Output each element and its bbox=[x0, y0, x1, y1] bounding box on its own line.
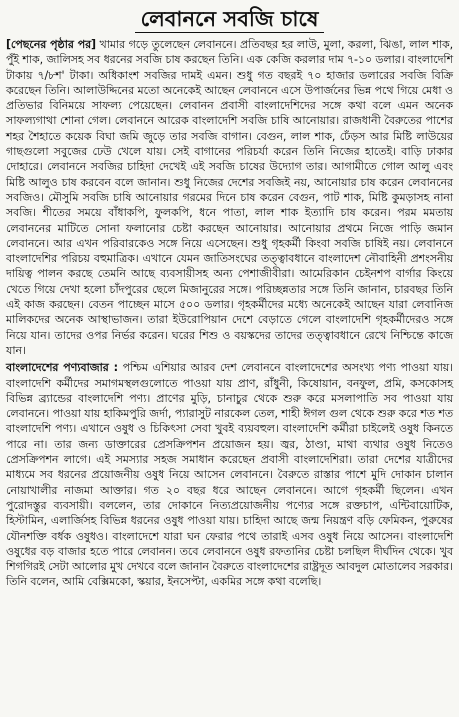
paragraph-2-text: পশ্চিম এশিয়ার আরব দেশ লেবাননে বাংলাদেশের অসংখ্য পণ্য পাওয়া যায়। বাংলাদেশি কর্মীদের সমাগমস্থলগুলোতে পাওয়া যায় প্রাণ, রাঁধুনী, কিষোয়ান, বনফুল, প্রমি, কসকোসহ বিভিন্ন ব্র্যান্ডের বাংলাদেশি পণ্য। প্রাণের মুড়ি, চানাচুর থেকে শুরু করে মসলাপাতি সব পাওয়া যায় লেবাননে। পাওয়া যায় হাকিমপুরি জর্দা, প্যারাসুট নারকেল তেল, শাহী ঈগল গুল থেকে শুরু করে শত শত বাংলাদেশি পণ্য। এখানে ওষুধ ও চিকিৎসা সেবা খুবই ব্যয়বহুল। বাংলাদেশি কর্মীরা চাইলেই ওষুধ কিনতে পারে না। তার জন্য ডাক্তারের প্রেসক্রিপশন প্রয়োজন হয়। জ্বর, ঠাণ্ডা, মাথা ব্যথার ওষুধ নিতেও প্রেসক্রিপশন লাগে। এই সমস্যার সহজ সমাধান করেছেন প্রবাসী বাংলাদেশিরা। তারা দেশের যাত্রীদের মাধ্যমে সব ধরনের প্রয়োজনীয় ওষুধ নিয়ে আসেন লেবাননে। বৈরুতে রাস্তার পাশে মুদি দোকান চালান নোয়াখালীর নাজমা আক্তার। গত ২০ বছর ধরে আছেন লেবাননে। আগে গৃহকর্মী ছিলেন। এখন পুরোদস্তুর ব্যবসায়ী। বললেন, তার দোকানে নিত্যপ্রয়োজনীয় পণ্যের সঙ্গে রক্তচাপ, এন্টিবায়োটিক, হিস্টামিন, এলার্জিসহ বিভিন্ন ধরনের ওষুধ পাওয়া যায়। চাহিদা আছে জন্ম নিয়ন্ত্রণ বড়ি ফেমিকন, পুরুষের যৌনশক্তি বর্ধক ওষুধও। বাংলাদেশে যারা ঘন ফেরার পথে তারাই এসব ওষুধ নিয়ে আসেন। বাংলাদেশি ওষুধের বড় বাজার হতে পারে লেবানন। তবে লেবাননে ওষুধ রফতানির চেষ্টা চলছিল দীর্ঘদিন থেকে। খুব শিগগিরই সেটা আলোর মুখ দেখবে বলে জানান বৈরুতে বাংলাদেশের রাষ্ট্রদূত আবদুল মোতালেব সরকার। তিনি বলেন, আমি বেক্সিমকো, স্কয়ার, ইনসেপ্টা, একমির সঙ্গে কথা বলেছি। bbox=[6, 361, 453, 589]
article-paragraph-2 bbox=[6, 360, 453, 589]
article-paragraph-1 bbox=[6, 37, 453, 358]
paragraph-1-text: খামার গড়ে তুলেছেন লেবাননে। প্রতিবছর হর লাউ, মুলা, করলা, ঝিঙা, লাল শাক, পুঁই শাক, জালিসহ সব ধরনের সবজি চাষ করছেন তিনি। এক কেজি করলার দাম ৭-১০ ডলার। বাংলাদেশি টাকায় ৭/৮শ' টাকা। অধিকাংশ সবজির দামই এমন। শুধু গত বছরই ৭০ হাজার ডলারের সবজি বিক্রি করেছেন তিনি। আলাউদ্দিনের মতো অনেকেই আছেন লেবাননে এসে উপার্জনের ভিন্ন পথে গিয়ে মেধা ও প্রতিভার বিনিময়ে সাফল্য পেয়েছেন। লেবানন প্রবাসী বাংলাদেশিদের সঙ্গে কথা বলে এমন অনেক সাফল্যগাথা শোনা গেল। লেবাননে আরেক বাংলাদেশি সবজি চাষি আনোয়ার। রাজধানী বৈরুতের পাশের শহর শৈহাতে কয়েক বিঘা জমি জুড়ে তার সবজি বাগান। বেগুন, লাল শাক, ঢেঁড়স আর মিষ্টি লাউয়ের গাছগুলো সবুজের ঢেউ খেলে যায়। সেই বাগানের পরিচর্যা করেন তিনি নিজের হাতেই। বাড়ি ঢাকার দোহারে। লেবাননে সবজির চাহিদা দেখেই এই সবজি চাষের উদ্যোগ তার। আগামীতে গোল আলু এবং মিষ্টি আলুও চাষ করবেন বলে জানান। শুধু নিজের দেশের সবজিই নয়, আনোয়ার চাষ করেন লেবাননের সবজিও। মৌসুমি সবজি চাষি আনোয়ার গরমের দিনে চাষ করেন বেগুন, পাট শাক, মিষ্টি কুমড়াসহ নানা সবজি। শীতের সময়ে বাঁধাকপি, ফুলকপি, ধনে পাতা, লাল শাক ইত্যাদি চাষ করেন। পরম মমতায় লেবাননের মাটিতে সোনা ফলানোর চেষ্টা করছেন আনোয়ার। আনোয়ার প্রথমে নিজে পাড়ি জমান লেবাননে। আর এখন পরিবারকেও সঙ্গে নিয়ে এসেছেন। শুধু গৃহকর্মী কিংবা সবজি চাষিই নয়। লেবাননে বাংলাদেশির পরিচয় বহুমাত্রিক। এখানে যেমন জাতিসংঘের তত্ত্বাবধানে বাংলাদেশ নৌবাহিনী প্রশংসনীয় দায়িত্ব পালন করছে তেমনি আছে ব্যবসায়ীসহ অন্য পেশাজীবীরা। আমেরিকান চেইনশপ বার্গার কিংয়ে খেতে গিয়ে দেখা হলো চাঁদপুরের ছেলে মিজানুরের সঙ্গে। পরিচ্ছন্নতার সঙ্গে তিনি জানান, চারবছর তিনি এই কাজ করছেন। বেতন পাচ্ছেন মাসে ৫০০ ডলার। গৃহকর্মীদের মধ্যে অনেকেই আছেন যারা লেবানিজ মালিকদের অনেক আস্থাভাজন। তারা ইউরোপিয়ান দেশে বেড়াতে গেলে বাংলাদেশি গৃহকর্মীদেরও সঙ্গে নিয়ে যান। তাদের ওপর নির্ভর করেন। ঘরের শিশু ও বয়স্কদের তাদের তত্ত্বাবধানে রেখে নিশ্চিন্তে কাজে যান। bbox=[6, 38, 453, 357]
continued-label: [পেছনের পৃষ্ঠার পর] bbox=[6, 38, 96, 51]
section-label: বাংলাদেশের পণ্যবাজার : bbox=[6, 361, 118, 375]
headline-wrap bbox=[6, 6, 453, 33]
article-headline: লেবাননে সবজি চাষে bbox=[135, 6, 325, 33]
